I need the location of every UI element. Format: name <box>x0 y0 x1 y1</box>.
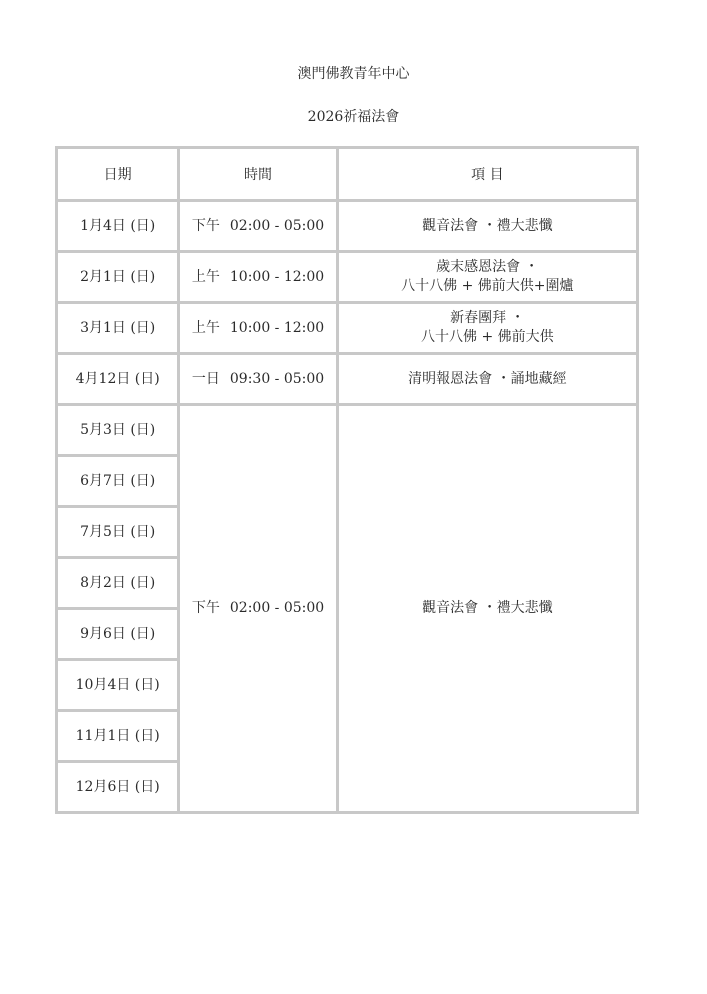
date-cell: 3月1日 (日) <box>57 303 179 354</box>
item-line: 八十八佛 + 佛前大供 <box>421 329 554 345</box>
time-range: 02:00 - 05:00 <box>229 217 325 234</box>
organization-name: 澳門佛教青年中心 <box>297 66 410 82</box>
table-row <box>57 252 638 303</box>
date-cell: 4月12日 (日) <box>57 354 179 405</box>
time-range: 02:00 - 05:00 <box>229 600 325 616</box>
period-label: 下午 <box>191 217 220 234</box>
date-cell: 10月4日 (日) <box>57 660 179 711</box>
date-cell: 5月3日 (日) <box>57 405 179 456</box>
time-cell <box>179 354 337 405</box>
date-cell: 2月1日 (日) <box>57 252 179 303</box>
table-row <box>57 303 638 354</box>
event-title: 2026祈福法會 <box>307 109 400 125</box>
date-cell: 9月6日 (日) <box>57 609 179 660</box>
time-cell <box>179 252 337 303</box>
period-label: 上午 <box>191 268 220 285</box>
item-line: 歲末感恩法會 ・ <box>436 259 539 275</box>
time-range: 10:00 - 12:00 <box>229 319 325 336</box>
period-label: 上午 <box>191 319 220 336</box>
item-cell <box>337 303 637 354</box>
header-item: 項 目 <box>337 148 637 201</box>
date-cell: 12月6日 (日) <box>57 762 179 813</box>
period-label: 下午 <box>191 600 220 616</box>
date-cell: 7月5日 (日) <box>57 507 179 558</box>
date-cell: 6月7日 (日) <box>57 456 179 507</box>
item-cell <box>337 252 637 303</box>
monthly-time-cell <box>179 405 337 813</box>
schedule-table <box>55 146 639 814</box>
time-cell <box>179 201 337 252</box>
table-row <box>57 405 638 456</box>
date-cell: 8月2日 (日) <box>57 558 179 609</box>
header-time: 時間 <box>179 148 337 201</box>
time-cell <box>179 303 337 354</box>
time-range: 10:00 - 12:00 <box>229 268 325 285</box>
item-line: 清明報恩法會 ・誦地藏經 <box>408 370 567 387</box>
monthly-item-cell: 觀音法會 ・禮大悲懺 <box>337 405 637 813</box>
date-cell: 1月4日 (日) <box>57 201 179 252</box>
table-row <box>57 354 638 405</box>
item-cell <box>337 354 637 405</box>
item-line: 新春團拜 ・ <box>450 310 525 326</box>
item-line: 觀音法會 ・禮大悲懺 <box>422 217 553 234</box>
time-range: 09:30 - 05:00 <box>229 370 325 387</box>
table-row <box>57 201 638 252</box>
header-date: 日期 <box>57 148 179 201</box>
table-header-row <box>57 148 638 201</box>
item-cell <box>337 201 637 252</box>
period-label: 一日 <box>191 370 220 387</box>
item-line: 八十八佛 + 佛前大供+圍爐 <box>401 278 574 294</box>
date-cell: 11月1日 (日) <box>57 711 179 762</box>
